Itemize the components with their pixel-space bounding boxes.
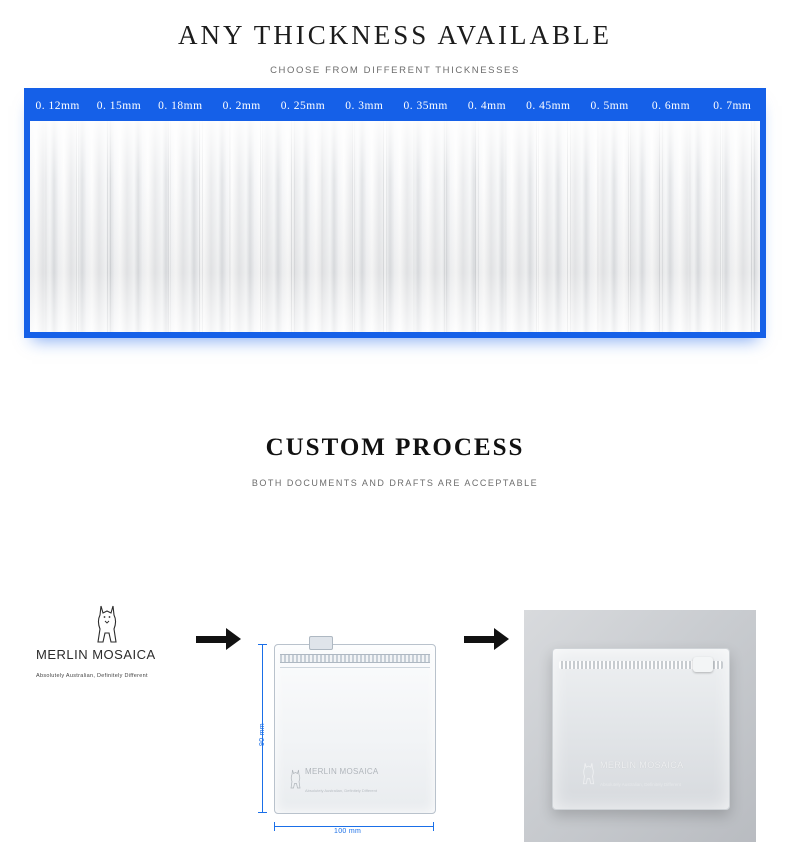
brand-tagline: Absolutely Australian, Definitely Different [36,673,148,679]
process-subtitle: BOTH DOCUMENTS AND DRAFTS ARE ACCEPTABLE [251,478,539,488]
bag-outline [274,644,436,814]
thickness-label: 0. 5mm [590,100,629,112]
height-dimension-label: 90 mm [259,723,266,746]
thickness-label: 0. 4mm [467,100,507,112]
arrow-shaft [196,636,226,643]
thickness-label: 0. 6mm [651,100,691,112]
process-flow-row [0,502,790,835]
zip-teeth [280,654,430,663]
brand-text [36,646,182,682]
width-dimension-line [274,826,434,827]
brand-name: MERLIN MOSAICA [36,647,156,662]
thickness-swatch-frame [24,88,766,338]
zip-slider [309,636,333,650]
product-print-logo [581,755,684,791]
zip-seam [280,667,430,668]
bag-technical-drawing [248,622,458,842]
bag-print-brand-name: MERLIN MOSAICA [305,767,379,776]
arrow-head [226,628,241,650]
thickness-label: 0. 2mm [222,100,261,112]
width-tick-right [433,822,434,831]
width-tick-left [274,822,275,831]
thickness-sample-photo [30,121,760,332]
arrow-shaft [464,636,494,643]
thickness-label: 0. 15mm [96,100,142,112]
arrow-right-icon-1 [196,628,241,650]
thickness-label: 0. 3mm [345,100,384,112]
thickness-section [0,0,790,112]
arrow-right-icon-2 [464,628,509,650]
arrow-head [494,628,509,650]
width-dimension-label: 100 mm [334,828,362,835]
final-product-photo [524,610,756,842]
product-print-brand-tagline: Absolutely Australian, Definitely Different [600,782,681,787]
thickness-label: 0. 7mm [713,100,752,112]
bag-print-logo [289,761,379,797]
height-tick-top [258,644,267,645]
process-title: CUSTOM PROCESS [265,434,525,461]
thickness-title: ANY THICKNESS AVAILABLE [177,20,613,50]
thickness-label: 0. 12mm [35,100,80,112]
product-print-brand-name: MERLIN MOSAICA [600,760,684,770]
height-tick-bottom [258,812,267,813]
process-section [0,408,790,835]
thickness-label-row [27,91,763,121]
thickness-label: 0. 25mm [280,100,326,112]
thickness-label: 0. 18mm [158,100,203,112]
product-bag [552,648,730,810]
cat-logo-icon [94,602,120,646]
bag-print-brand-tagline: Absolutely Australian, Definitely Different [305,788,377,793]
product-zip-slider [693,657,713,672]
thickness-subtitle: CHOOSE FROM DIFFERENT THICKNESSES [270,65,520,76]
brand-logo [32,602,182,682]
thickness-label: 0. 35mm [403,100,448,112]
thickness-label: 0. 45mm [526,100,571,112]
photo-sheen [30,121,760,332]
